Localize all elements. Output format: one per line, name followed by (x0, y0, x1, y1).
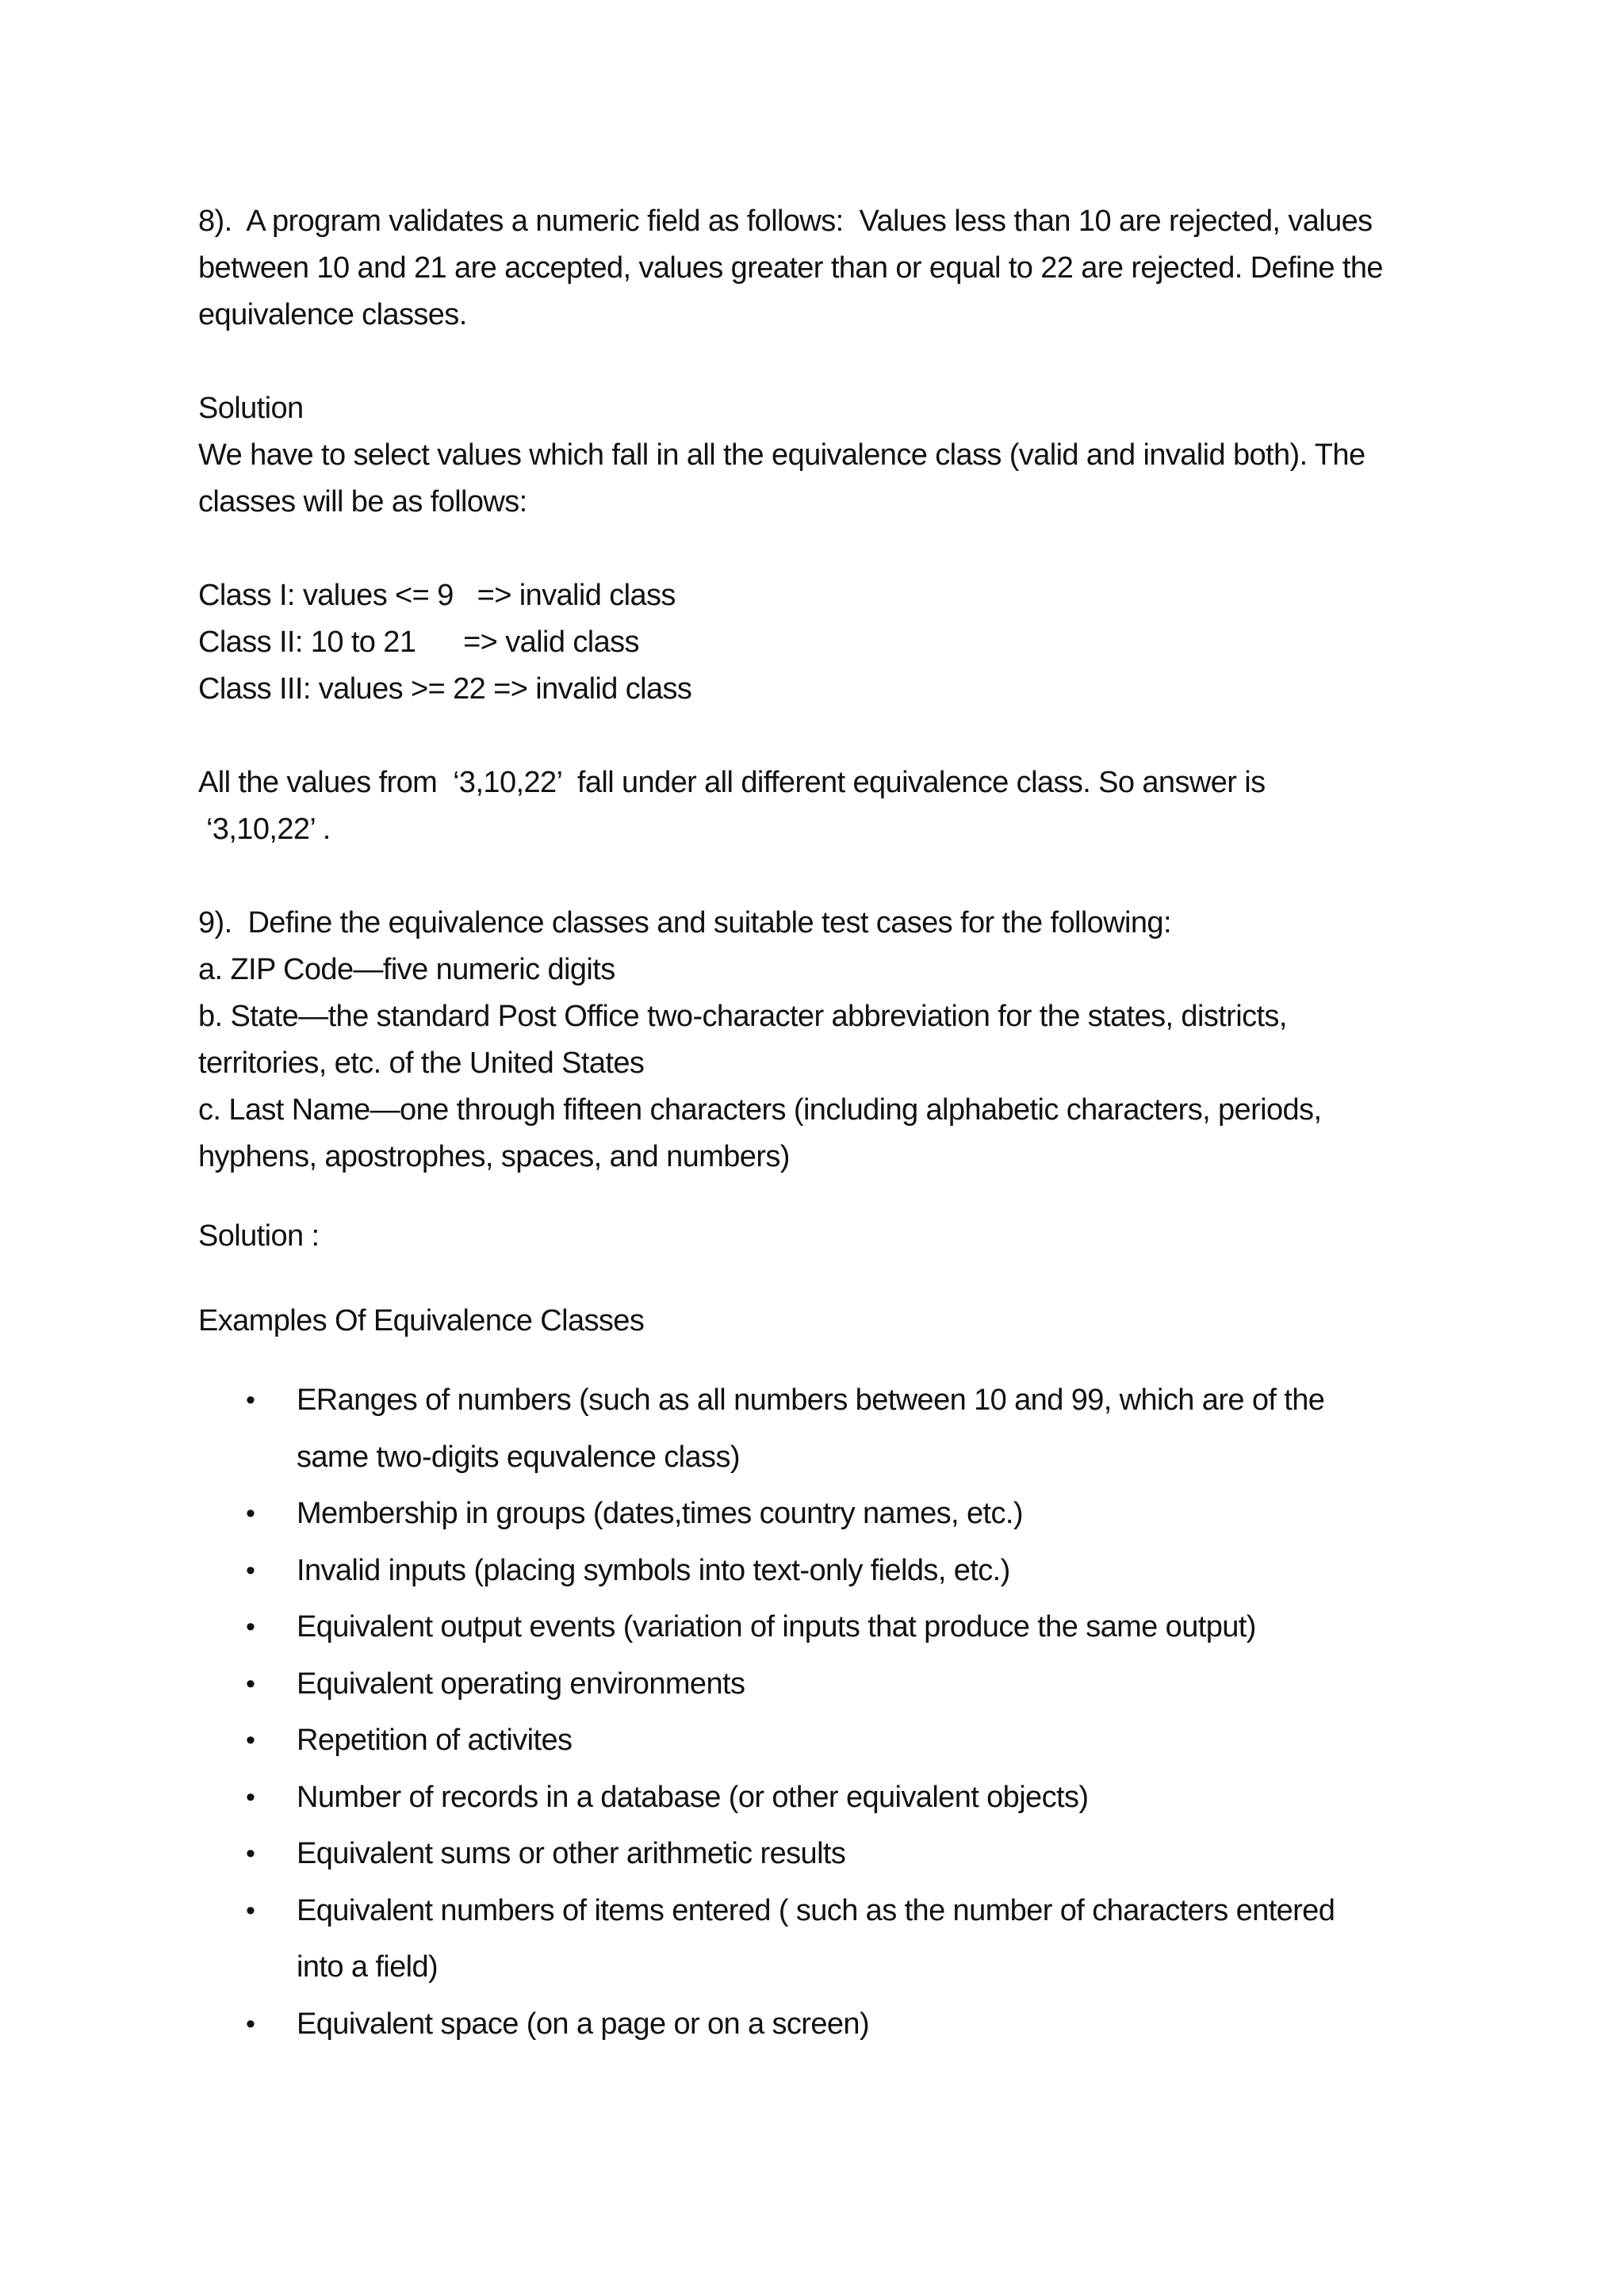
list-item (198, 1996, 1404, 2053)
list-item (198, 1599, 1404, 1656)
bullet-icon: • (246, 2008, 255, 2039)
document-page (198, 198, 1404, 2053)
solution-heading: Solution : (198, 1219, 320, 1253)
spacer (198, 853, 1404, 900)
solution-heading: Solution (198, 392, 304, 425)
spacer (198, 713, 1404, 760)
examples-heading: Examples Of Equivalence Classes (198, 1304, 645, 1337)
question-9-line: a. ZIP Code—five numeric digits (198, 953, 615, 986)
list-item (198, 1770, 1404, 1827)
question-8-line: 8). A program validates a numeric field as follows: Values less than 10 are rejected, values (198, 205, 1373, 238)
question-8-line: between 10 and 21 are accepted, values greater than or equal to 22 are rejected. Define the (198, 251, 1383, 285)
bullet-icon: • (246, 1612, 255, 1642)
solution-9 (198, 1213, 1404, 2053)
bullet-icon: • (246, 1839, 255, 1869)
equivalence-class-examples-list (198, 1372, 1404, 2053)
question-9-line: c. Last Name—one through fifteen characters (including alphabetic characters, periods, (198, 1093, 1322, 1127)
question-9-line: territories, etc. of the United States (198, 1047, 645, 1080)
question-9-line: 9). Define the equivalence classes and suitable test cases for the following: (198, 906, 1171, 939)
bullet-icon: • (246, 1725, 255, 1755)
question-9-line: b. State—the standard Post Office two-character abbreviation for the states, districts, (198, 1000, 1287, 1033)
bullet-icon: • (246, 1385, 255, 1415)
list-item-text: Membership in groups (dates,times country names, etc.) (297, 1497, 1023, 1530)
list-item-text: Equivalent space (on a page or on a screen) (297, 2007, 870, 2041)
list-item-text: same two-digits equvalence class) (297, 1440, 740, 1474)
answer-line: ‘3,10,22’ . (198, 813, 331, 846)
question-8 (198, 198, 1404, 339)
spacer (198, 1181, 1404, 1213)
spacer (198, 526, 1404, 572)
bullet-icon: • (246, 1895, 255, 1926)
list-item (198, 1826, 1404, 1883)
list-item-text: into a field) (297, 1950, 439, 1984)
list-item-text: ERanges of numbers (such as all numbers between 10 and 99, which are of the (297, 1383, 1325, 1417)
class-definition: Class III: values >= 22 => invalid class (198, 672, 692, 706)
question-9 (198, 900, 1404, 1181)
list-item-text: Equivalent output events (variation of inputs that produce the same output) (297, 1610, 1256, 1644)
question-9-line: hyphens, apostrophes, spaces, and numbers) (198, 1140, 790, 1173)
class-definition: Class II: 10 to 21 => valid class (198, 626, 639, 659)
list-item-text: Equivalent operating environments (297, 1667, 745, 1701)
solution-intro-line: We have to select values which fall in all the equivalence class (valid and invalid both). The (198, 438, 1365, 472)
solution-intro-line: classes will be as follows: (198, 485, 527, 519)
bullet-icon: • (246, 1781, 255, 1812)
bullet-icon: • (246, 1555, 255, 1586)
spacer (198, 339, 1404, 385)
list-item-text: Invalid inputs (placing symbols into text-only fields, etc.) (297, 1553, 1010, 1587)
answer-line: All the values from ‘3,10,22’ fall under all different equivalence class. So answer is (198, 766, 1266, 799)
bullet-icon: • (246, 1668, 255, 1699)
spacer (198, 1345, 1404, 1372)
list-item (198, 1656, 1404, 1713)
list-item-text: Repetition of activites (297, 1724, 573, 1757)
list-item (198, 1486, 1404, 1543)
list-item-text: Equivalent numbers of items entered ( such as the number of characters entered (297, 1893, 1335, 1927)
list-item (198, 1883, 1404, 1996)
class-definition: Class I: values <= 9 => invalid class (198, 579, 676, 612)
list-item (198, 1712, 1404, 1770)
list-item (198, 1372, 1404, 1486)
solution-8 (198, 385, 1404, 853)
list-item (198, 1543, 1404, 1600)
list-item-text: Equivalent sums or other arithmetic results (297, 1837, 846, 1870)
spacer (198, 1260, 1404, 1298)
question-8-line: equivalence classes. (198, 298, 467, 331)
list-item-text: Number of records in a database (or other equivalent objects) (297, 1780, 1089, 1814)
bullet-icon: • (246, 1498, 255, 1529)
